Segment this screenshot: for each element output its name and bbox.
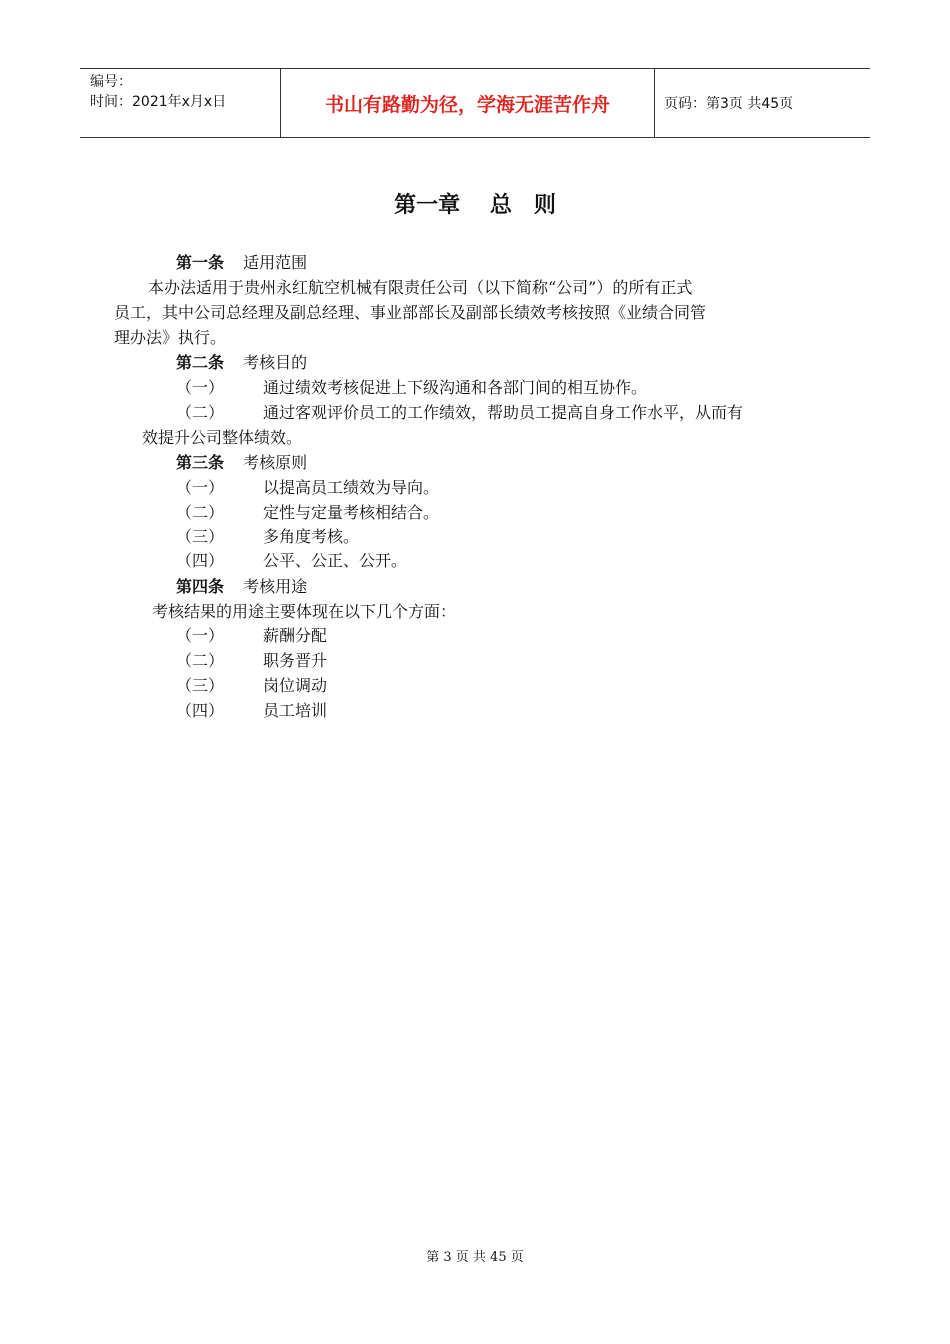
article-4-item-1-text: 薪酬分配 [263,626,328,645]
article-1-heading: 第一条 [176,253,225,272]
article-3-heading-line [176,451,307,475]
article-3-item-1-text: 以提高员工绩效为导向。 [263,478,440,497]
article-4-intro: 考核结果的用途主要体现在以下几个方面： [152,602,457,621]
article-2-title: 考核目的 [243,353,308,372]
article-2-heading-line [176,351,307,375]
article-2-heading: 第二条 [176,353,225,372]
article-4-title: 考核用途 [243,577,308,596]
header-page-label: 页码：第3页 共45页 [664,96,794,112]
header-meta [80,69,281,137]
chapter-title: 第一章 总 则 [394,193,556,218]
article-4-item-2-number: （二） [176,651,225,670]
article-1-body-line-1: 本办法适用于贵州永红航空机械有限责任公司（以下简称“公司”）的所有正式 [148,278,693,297]
article-4-item-4-text: 员工培训 [263,701,328,720]
article-4-item-4-number: （四） [176,701,225,720]
article-4-item-2-text: 职务晋升 [263,651,328,670]
article-4-item-3-number: （三） [176,676,225,695]
article-3-item-2-number: （二） [176,503,225,522]
document-number-label: 编号： [90,74,132,90]
article-1-body-line-2: 员工，其中公司总经理及副总经理、事业部部长及副部长绩效考核按照《业绩合同管 [114,303,707,322]
document-date-label: 时间：2021年x月x日 [90,94,227,110]
article-3-item-2-text: 定性与定量考核相结合。 [263,503,440,522]
document-header [80,68,870,138]
article-3-heading: 第三条 [176,453,225,472]
article-4-item-3-text: 岗位调动 [263,676,328,695]
article-3-item-3-text: 多角度考核。 [263,527,360,546]
page-footer: 第 3 页 共 45 页 [426,1250,524,1265]
article-3-item-4-text: 公平、公正、公开。 [263,551,408,570]
article-2-item-2-continuation: 效提升公司整体绩效。 [142,428,303,447]
article-4-item-1-number: （一） [176,626,225,645]
article-2-item-1-text: 通过绩效考核促进上下级沟通和各部门间的相互协作。 [263,378,648,397]
article-2-item-2-number: （二） [176,403,225,422]
article-3-item-3-number: （三） [176,527,225,546]
article-4-heading-line [176,575,307,599]
article-3-item-1-number: （一） [176,478,225,497]
article-3-item-4-number: （四） [176,551,225,570]
article-3-title: 考核原则 [243,453,308,472]
article-1-heading-line [176,251,307,275]
article-1-title: 适用范围 [243,253,308,272]
header-motto: 书山有路勤为径，学海无涯苦作舟 [281,69,655,137]
article-2-item-1-number: （一） [176,378,225,397]
article-4-heading: 第四条 [176,577,225,596]
article-2-item-2-text: 通过客观评价员工的工作绩效，帮助员工提高自身工作水平，从而有 [263,403,744,422]
article-1-body-line-3: 理办法》执行。 [114,328,227,347]
